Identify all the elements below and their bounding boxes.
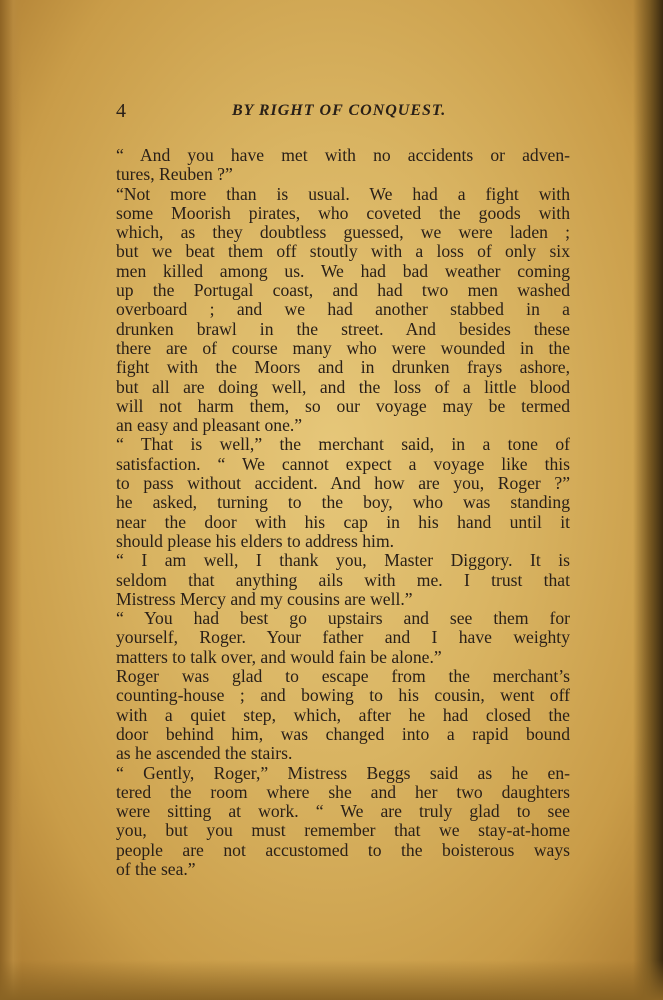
text-line: seldom that anything ails with me. I trust that (116, 570, 570, 590)
text-line: “ And you have met with no accidents or adven- (116, 146, 570, 165)
text-line: “ I am well, I thank you, Master Diggory. It is (116, 551, 570, 571)
text-line: people are not accustomed to the boisterous ways (116, 840, 570, 860)
text-line: fight with the Moors and in drunken frays ashore, (116, 358, 570, 378)
text-line: “ Gently, Roger,” Mistress Beggs said as he en- (116, 763, 570, 783)
text-line: he asked, turning to the boy, who was standing (116, 493, 570, 513)
text-line: “ You had best go upstairs and see them for (116, 609, 570, 629)
text-line: with a quiet step, which, after he had closed the (116, 705, 570, 725)
text-line: which, as they doubtless guessed, we were laden ; (116, 223, 570, 243)
text-line: to pass without accident. And how are you, Roger ?” (116, 474, 570, 494)
running-title: BY RIGHT OF CONQUEST. (232, 102, 447, 119)
text-line: tered the room where she and her two daughters (116, 782, 570, 802)
text-line: were sitting at work. “ We are truly glad to see (116, 802, 570, 822)
text-line: men killed among us. We had bad weather coming (116, 261, 570, 281)
page-edge-left (0, 0, 22, 1000)
text-line: “Not more than is usual. We had a fight with (116, 184, 570, 204)
text-line: will not harm them, so our voyage may be termed (116, 396, 570, 416)
page-header (116, 98, 572, 126)
text-line: but we beat them off stoutly with a loss of only six (116, 242, 570, 262)
text-line: “ That is well,” the merchant said, in a tone of (116, 435, 570, 455)
text-line: but all are doing well, and the loss of a little blood (116, 377, 570, 397)
text-line: Roger was glad to escape from the merchant’s (116, 667, 570, 687)
text-line: matters to talk over, and would fain be alone.” (116, 647, 442, 667)
text-line: as he ascended the stairs. (116, 744, 293, 764)
page-edge-right (633, 0, 663, 1000)
text-line: up the Portugal coast, and had two men washed (116, 281, 570, 301)
text-line: should please his elders to address him. (116, 531, 395, 551)
text-line: overboard ; and we had another stabbed in a (116, 300, 570, 320)
text-line: drunken brawl in the street. And besides these (116, 319, 570, 339)
text-line: Mistress Mercy and my cousins are well.” (116, 589, 413, 609)
text-line: counting-house ; and bowing to his cousin, went off (116, 686, 570, 706)
page-edge-bottom (0, 960, 663, 1000)
text-line: door behind him, was changed into a rapid bound (116, 724, 570, 744)
text-line: you, but you must remember that we stay-at-home (116, 821, 570, 841)
text-line: some Moorish pirates, who coveted the goods with (116, 203, 570, 223)
text-line: satisfaction. “ We cannot expect a voyage like this (116, 454, 570, 474)
text-line: yourself, Roger. Your father and I have weighty (116, 628, 570, 648)
text-line: near the door with his cap in his hand until it (116, 512, 570, 532)
page-number: 4 (116, 100, 126, 122)
body-text (116, 146, 570, 879)
text-line: of the sea.” (116, 859, 196, 879)
text-line: there are of course many who were wounded in the (116, 338, 570, 358)
text-line: an easy and pleasant one.” (116, 416, 303, 436)
text-line: tures, Reuben ?” (116, 165, 233, 185)
